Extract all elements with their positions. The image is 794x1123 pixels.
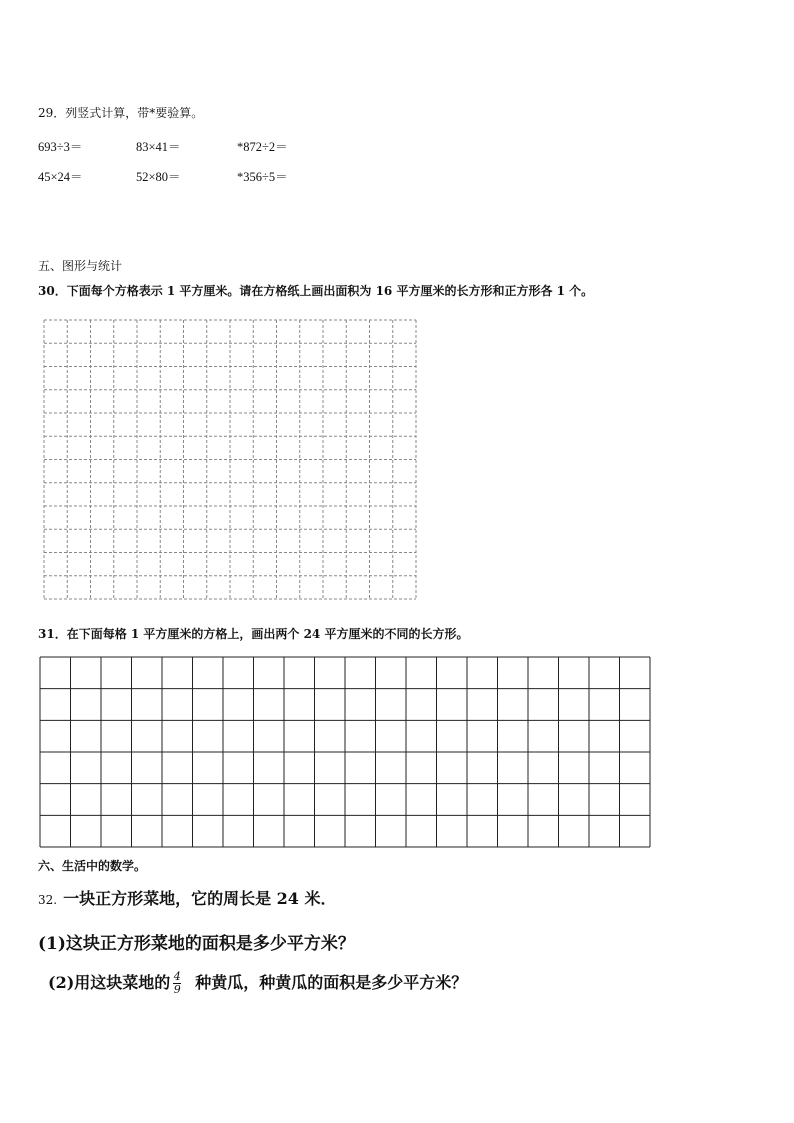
question-32-number: 32. bbox=[38, 893, 58, 907]
fraction-four-ninths bbox=[173, 971, 181, 996]
solid-grid-paper[interactable] bbox=[39, 656, 651, 848]
calc-problem: *356÷5＝ bbox=[237, 170, 288, 184]
question-29-title: 29．列竖式计算，带*要验算。 bbox=[38, 106, 204, 120]
part-2-text-before: (2)用这块菜地的 bbox=[48, 973, 171, 992]
section-6-heading: 六、生活中的数学。 bbox=[38, 859, 147, 873]
question-31-title: 31．在下面每格 1 平方厘米的方格上，画出两个 24 平方厘米的不同的长方形。 bbox=[38, 627, 469, 641]
part-2-text-after: 种黄瓜，种黄瓜的面积是多少平方米？ bbox=[195, 973, 468, 992]
question-32-text: 一块正方形菜地，它的周长是 24 米． bbox=[63, 889, 337, 908]
calc-problem: 52×80＝ bbox=[136, 170, 181, 184]
question-32-part-1: (1)这块正方形菜地的面积是多少平方米？ bbox=[38, 934, 355, 954]
section-5-heading: 五、图形与统计 bbox=[38, 259, 123, 273]
calc-problem: 83×41＝ bbox=[136, 140, 181, 154]
calc-problem: 45×24＝ bbox=[38, 170, 83, 184]
question-32-part-2 bbox=[48, 970, 467, 996]
question-30-title: 30．下面每个方格表示 1 平方厘米。请在方格纸上画出面积为 16 平方厘米的长方形和正方形各 1 个。 bbox=[38, 284, 594, 298]
calc-problem: *872÷2＝ bbox=[237, 140, 288, 154]
calc-problem: 693÷3＝ bbox=[38, 140, 83, 154]
dashed-grid-paper[interactable] bbox=[43, 319, 417, 600]
fraction-denominator: 9 bbox=[173, 983, 181, 996]
question-32-stem bbox=[38, 886, 337, 909]
fraction-numerator: 4 bbox=[173, 970, 181, 983]
